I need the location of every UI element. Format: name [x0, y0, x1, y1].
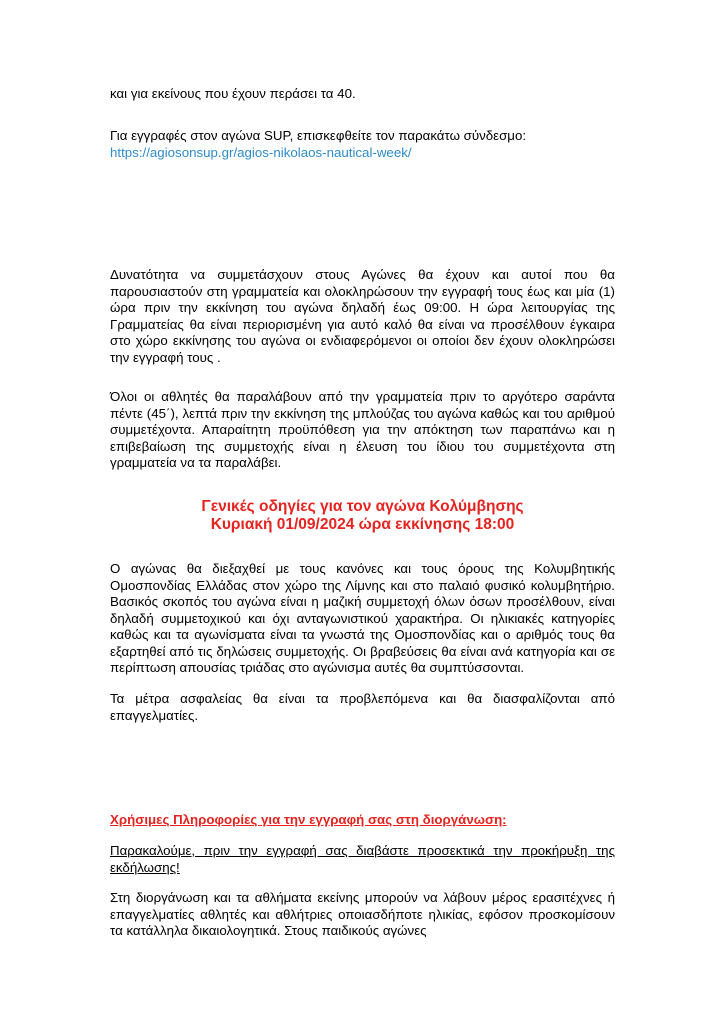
safety-paragraph: Τα μέτρα ασφαλείας θα είναι τα προβλεπόμενα και θα διασφαλίζονται από επαγγελματίες. — [110, 691, 615, 723]
swim-title-line1: Γενικές οδηγίες για τον αγώνα Κολύμβησης — [201, 498, 524, 515]
intro-line: και για εκείνους που έχουν περάσει τα 40. — [110, 86, 356, 101]
athletes-paragraph: Όλοι οι αθλητές θα παραλάβουν από την γραμματεία πριν το αργότερο σαράντα πέντε (45΄), λεπτά πριν την εκκίνηση της μπλούζας του αγώνα καθώς και του αριθμού συμμετέχοντα. Απαραίτητη προϋπόθεση για την απόκτηση των παραπάνω και η επιβεβαίωση της συμμετοχής είναι η έλευση του ίδιου του συμμετέχοντα στη γραμματεία να τα παραλάβει. — [110, 389, 615, 470]
sup-registration-link[interactable]: https://agiosonsup.gr/agios-nikolaos-nautical-week/ — [110, 144, 412, 160]
swim-paragraph: Ο αγώνας θα διεξαχθεί με τους κανόνες και τους όρους της Κολυμβητικής Ομοσπονδίας Ελλάδας στον χώρο της Λίμνης και στο παλαιό φυσικό κολυμβητήριο. Βασικός σκοπός του αγώνα είναι η μαζική συμμετοχή όλων όσων προσέλθουν, είναι δηλαδή συμμετοχικού και όχι ανταγωνιστικού χαρακτήρα. Οι ηλικιακές κατηγορίες καθώς και τα αγωνίσματα είναι τα γνωστά της Ομοσπονδίας και ο αριθμός τους θα εξαρτηθεί από τις δηλώσεις συμμετοχής. Οι βραβεύσεις θα είναι ανά κατηγορία και σε περίπτωση απουσίας τριάδας στο αγώνισμα αυτές θα συμπτύσσονται. — [110, 561, 615, 675]
registration-paragraph: Δυνατότητα να συμμετάσχουν στους Αγώνες θα έχουν και αυτοί που θα παρουσιαστούν στη γραμματεία και ολοκληρώσουν την εγγραφή τους έως και μία (1) ώρα πριν την εκκίνηση του αγώνα δηλαδή έως 09:00. Η ώρα λειτουργίας της Γραμματείας θα είναι περιορισμένη για αυτό καλό θα είναι να προσέλθουν έγκαιρα στο χώρο εκκίνησης του αγώνα οι ενδιαφερόμενοι οι οποίοι δεν έχουν ολοκληρώσει την εγγραφή τους . — [110, 267, 615, 365]
swim-title-line2: Κυριακή 01/09/2024 ώρα εκκίνησης 18:00 — [210, 516, 515, 533]
sup-section — [110, 128, 615, 161]
useful-info-heading: Χρήσιμες Πληροφορίες για την εγγραφή σας στη διοργάνωση: — [110, 812, 507, 827]
swim-title — [110, 498, 615, 534]
participants-paragraph: Στη διοργάνωση και τα αθλήματα εκείνης μπορούν να λάβουν μέρος ερασιτέχνες ή επαγγελματίες αθλητές και αθλήτριες οποιασδήποτε ηλικίας, εφόσον προσκομίσουν τα κατάλληλα δικαιολογητικά. Στους παιδικούς αγώνες — [110, 890, 615, 938]
read-notice: Παρακαλούμε, πριν την εγγραφή σας διαβάστε προσεκτικά την προκήρυξη της εκδήλωσης! — [110, 843, 615, 875]
sup-text: Για εγγραφές στον αγώνα SUP, επισκεφθείτε τον παρακάτω σύνδεσμο: — [110, 128, 527, 143]
